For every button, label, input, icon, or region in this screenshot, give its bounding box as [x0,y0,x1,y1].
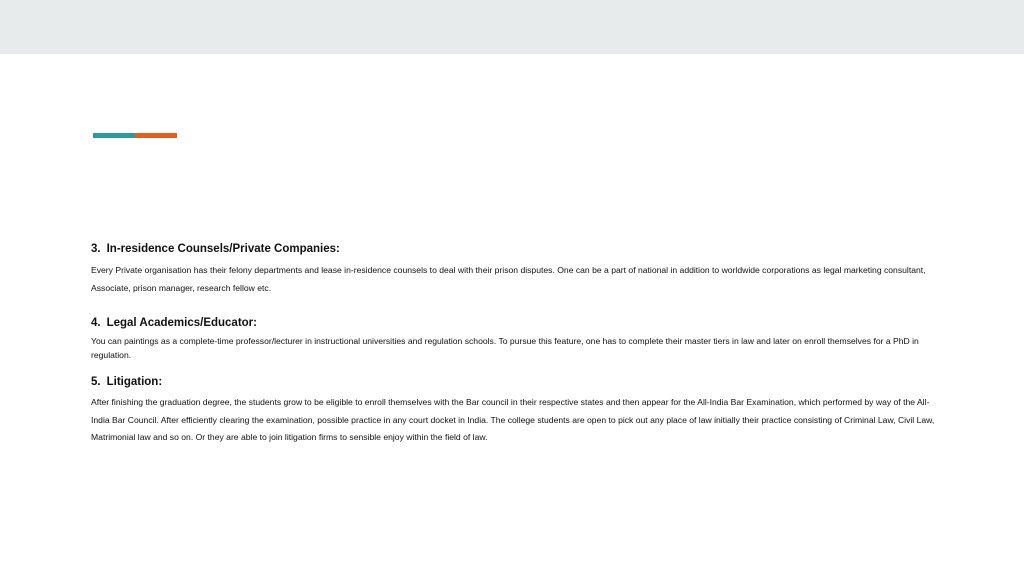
top-header-band [0,0,1024,54]
section-legal-academics [91,315,936,362]
slide-content [91,241,936,447]
section-number: 4. [91,317,101,329]
section-body: You can paintings as a complete-time professor/lecturer in instructional universities and regulation schools. To pursue this feature, one has to complete their master tiers in law and later on enroll themselves for a PhD in regulation. [91,336,919,360]
section-number: 5. [91,376,101,388]
section-title: In-residence Counsels/Private Companies: [106,243,340,255]
accent-bar-teal [93,133,135,138]
section-heading [91,374,936,390]
section-in-residence-counsels [91,241,936,297]
section-title: Litigation: [106,376,163,388]
section-number: 3. [91,243,101,255]
section-heading [91,241,936,257]
accent-bar-orange [135,133,177,138]
section-body: After finishing the graduation degree, the students grow to be eligible to enroll themselves with the Bar council in their respective states and then appear for the All-India Bar Examination, which performed by way of the All-India Bar Council. After efficiently clearing the examination, possible practice in any court docket in India. The college students are open to pick out any place of law initially their practice consisting of Criminal Law, Civil Law, Matrimonial law and so on. Or they are able to join litigation firms to sensible enjoy within the field of law. [91,397,935,442]
section-litigation [91,374,936,447]
section-heading [91,315,936,331]
section-title: Legal Academics/Educator: [106,317,257,329]
section-body: Every Private organisation has their felony departments and lease in-residence counsels to deal with their prison disputes. One can be a part of national in addition to worldwide corporations as legal marketing consultant, Associate, prison manager, research fellow etc. [91,265,926,293]
accent-bar [93,133,177,138]
